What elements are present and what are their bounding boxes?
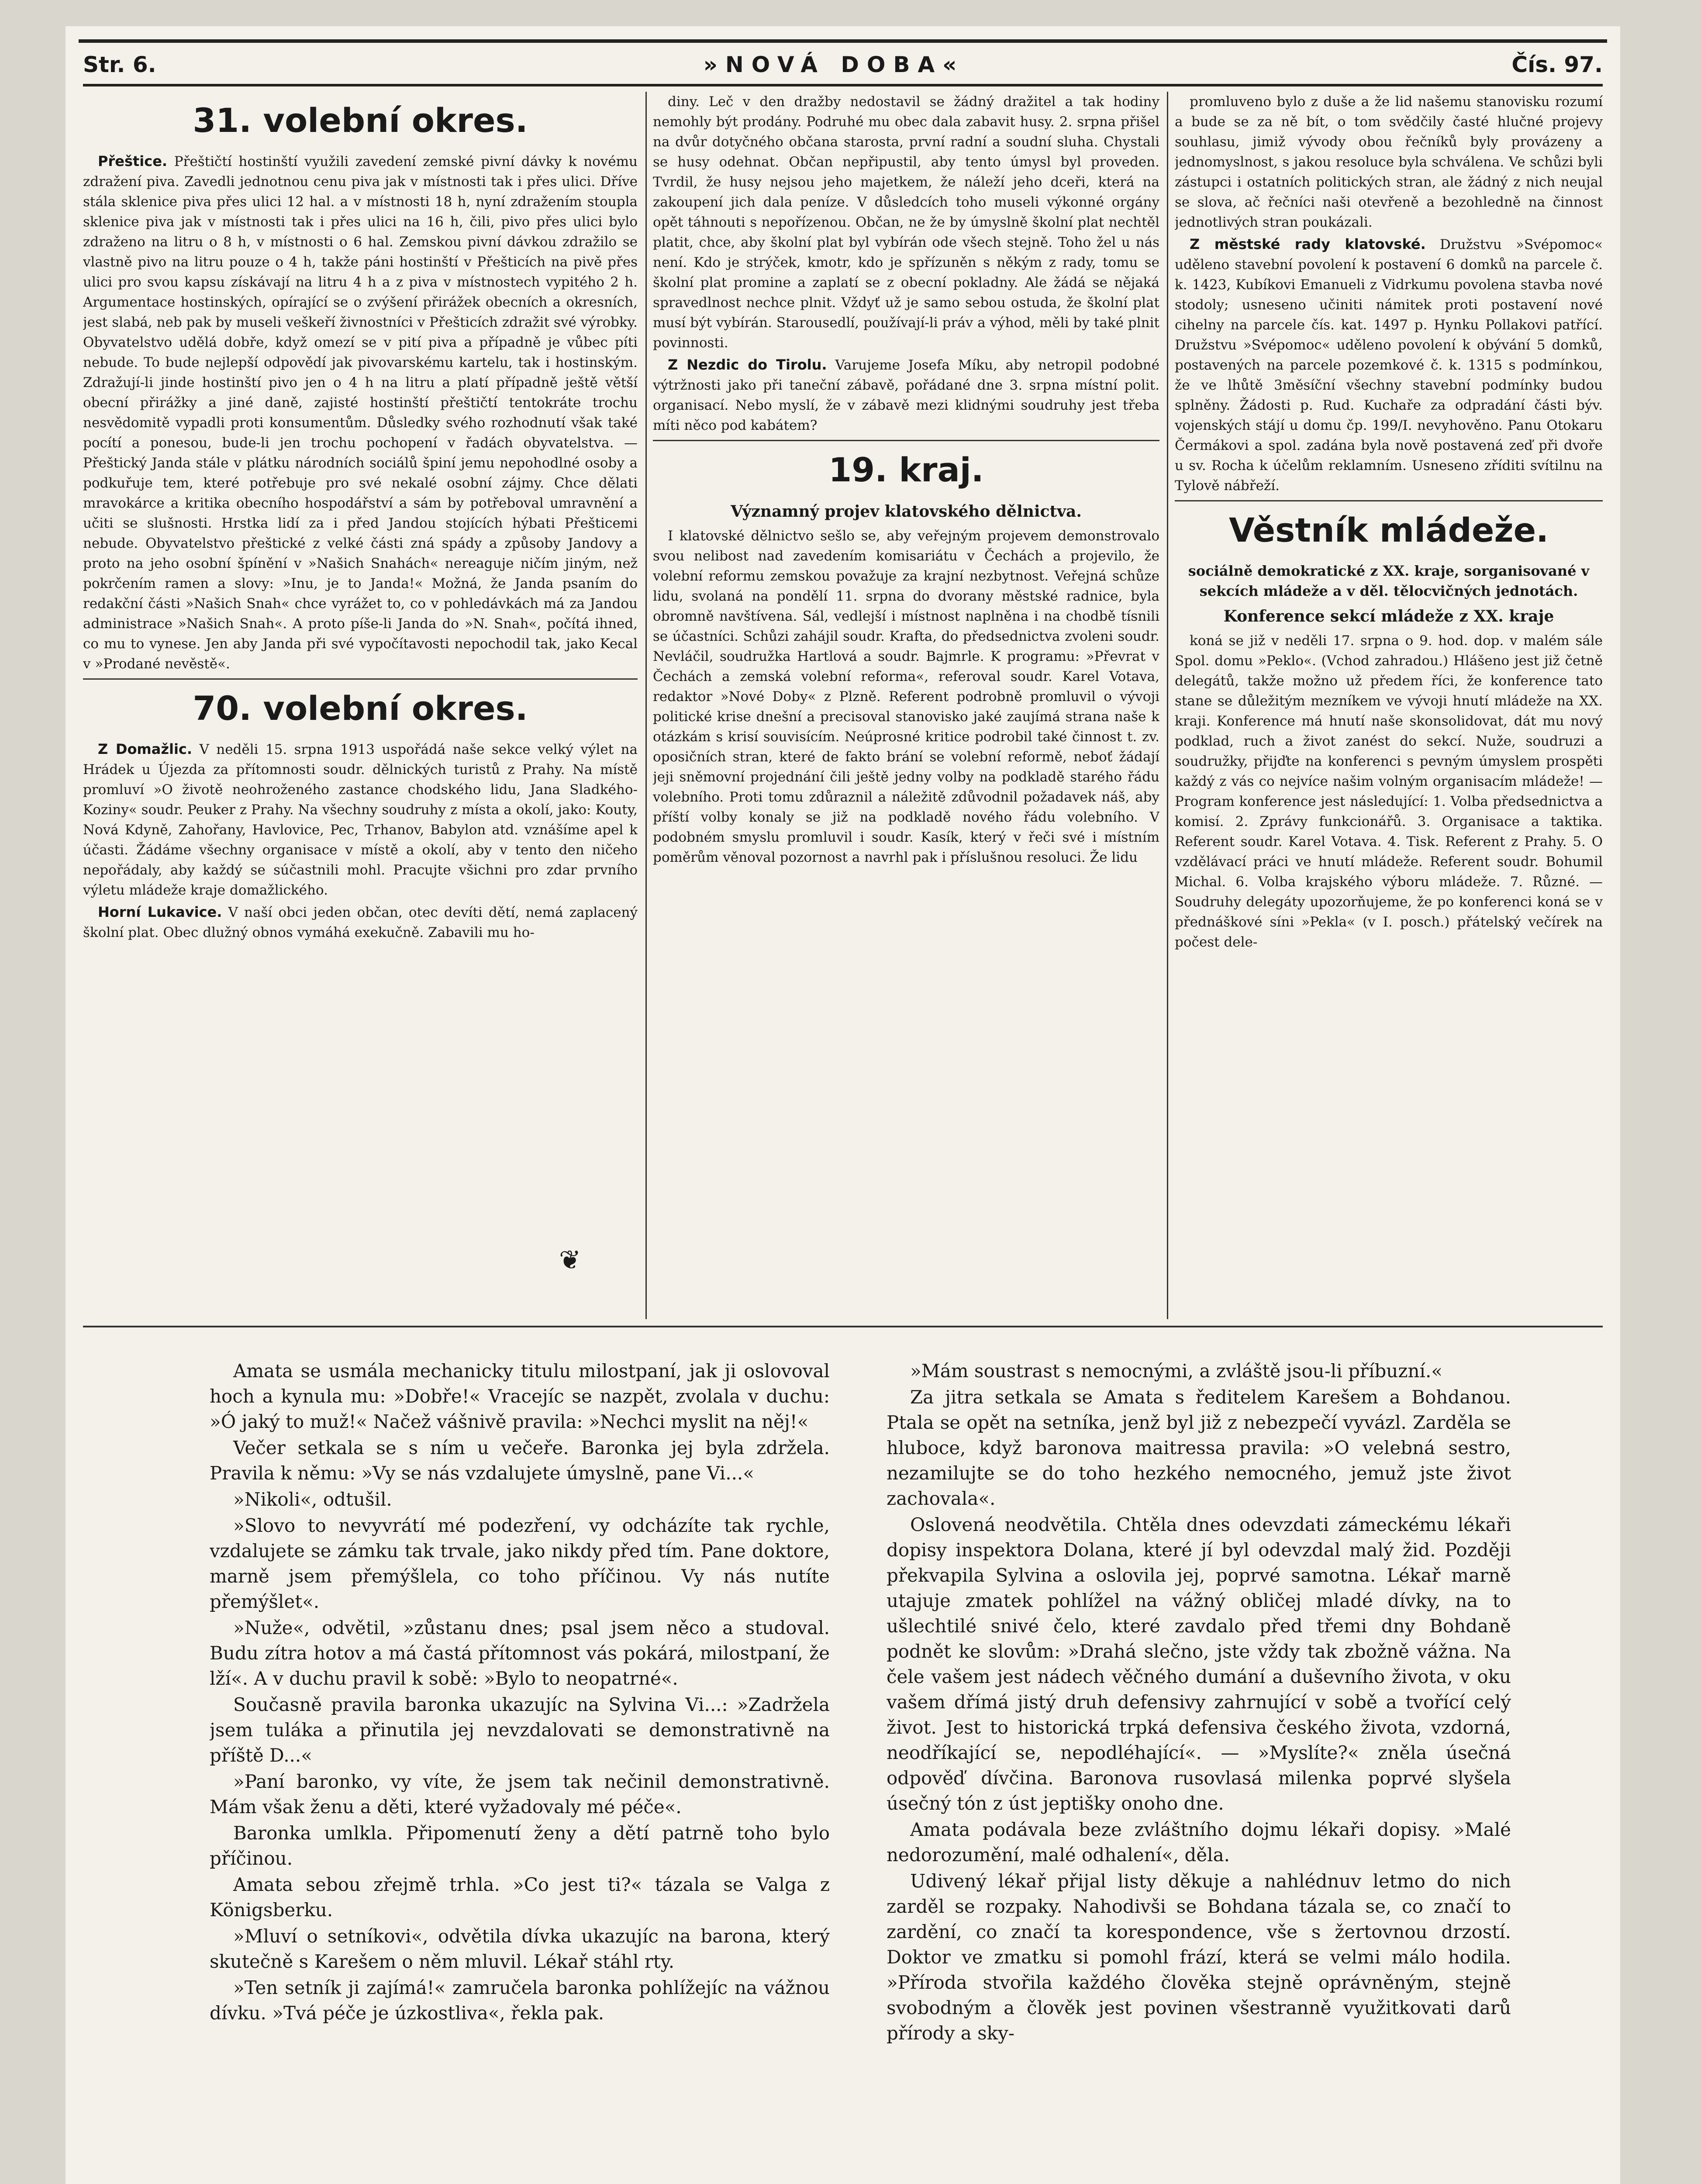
article-nezdice xyxy=(653,355,1159,435)
article-lead: Z Domažlic. xyxy=(98,741,193,757)
story-paragraph: Večer setkala se s ním u večeře. Baronka jej byla zdržela. Pravila k němu: »Vy se nás vzdalujete úmyslně, pane Vi...« xyxy=(210,1437,830,1484)
story-paragraph: Amata se usmála mechanicky titulu milostpaní, jak ji oslovoval hoch a kynula mu: »Dobře!« Vracejíc se nazpět, zvolala v duchu: »Ó jaký to muž!« Načež vášnivě pravila: »Nechci myslit na něj!« xyxy=(210,1360,830,1432)
page-header xyxy=(83,46,1603,83)
article-body: Přeštičtí hostinští využili zavedení zemské pivní dávky k novému zdražení piva. Zavedli jednotnou cenu piva jak v místnosti tak i přes ulici. Dříve stála sklenice piva přes ulici 12 hal. a v místnosti 18 h, nyní zdražením stoupla sklenice piva jak v místnosti tak i přes ulici na 16 h, čili, pivo přes ulici bylo zdraženo na litru o 8 h, v místnosti o 6 hal. Zemskou pivní dávkou zdražilo se vlastně pivo na litru pouze o 4 h, takže páni hostinští v Přešticích na pivě přes ulici pro svou kapsu získávají na litru 4 h a z piva v místnostech vypitého 2 h. Argumentace hostinských, opírající se o zvýšení přirážek obecních a okresních, jest slabá, neb pak by museli veškeří živnostníci v Přešticích zdražit své výrobky. Obyvatelstvo udělá dobře, když omezí se v pití piva a případně je vůbec píti nebude. To bude nejlepší odpovědí jak pivovarskému kartelu, tak i hostinským. Zdražují-li jinde hostinští pivo jen o 4 h na litru a platí případně ještě větší obecní přirážky a jiné daně, zajisté hostinští přeštičtí tentokráte trochu nesvědomitě vypadli proti konsumentům. Důsledky svého rozhodnutí však také pocítí a ponesou, bude-li jen trochu pochopení v řadách obyvatelstva. — Přeštický Janda stále v plátku národních sociálů špiní jemu nepohodlné osoby a podkuřuje tem, které potřebuje pro své nekalé osobní zájmy. Chce dělati mravokárce a kritika obecního hospodářství a sám by potřeboval umravnění a učiti se slušnosti. Hrstka lidí za i před Jandou stojících hýbati Přešticemi nebude. Obyvatelstvo přeštické z velké části zná spády a způsoby Jandovy a proto na jeho osobní špínění v »Našich Snahách« nereaguje ničím jiným, než pokrčením ramen a slovy: »Inu, je to Janda!« Možná, že Janda psaním do redakční části »Našich Snah« chce vyrážet to, co v pohledávkách má za Jandou administrace »Našich Snah«. A proto píše-li Janda do »N. Snah«, počítá ihned, co mu to vynese. Jen aby Janda při své vypočítavosti nepochodil tak, jako Kecal v »Prodané nevěstě«. xyxy=(83,154,638,672)
story-paragraph: »Mluví o setníkovi«, odvětila dívka ukazujíc na barona, který skutečně s Karešem o něm mluvil. Lékař stáhl rty. xyxy=(210,1925,830,1972)
story-paragraph: Za jitra setkala se Amata s ředitelem Karešem a Bohdanou. Ptala se opět na setníka, jenž byl již z nebezpečí vyvázl. Zarděla se hluboce, když baronova maitressa pravila: »O velebná sestro, nezamilujte se do toho hezkého nemocného, jemuž jste život zachovala«. xyxy=(887,1386,1511,1509)
column-rule xyxy=(1167,92,1168,1319)
story-paragraph: »Nikoli«, odtušil. xyxy=(233,1489,392,1510)
story-paragraph: »Ten setník ji zajímá!« zamručela baronka pohlížejíc na vážnou dívku. »Tvá péče je úzkostliva«, řekla pak. xyxy=(210,1977,830,2024)
masthead-title: »NOVÁ DOBA« xyxy=(703,52,965,77)
article-lead: Přeštice. xyxy=(98,153,168,169)
article-lead: Horní Lukavice. xyxy=(98,904,222,920)
story-paragraph: Amata sebou zřejmě trhla. »Co jest ti?« tázala se Valga z Königsberku. xyxy=(210,1874,830,1921)
article-body: V naší obci jeden občan, otec devíti dětí, nemá zaplacený školní plat. Obec dlužný obnos vymáhá exekučně. Zabavili mu ho- xyxy=(83,905,638,940)
article-headline: Významný projev klatovského dělnictva. xyxy=(731,502,1082,521)
article-klatovy-cont: promluveno bylo z duše a že lid našemu stanovisku rozumí a bude se za ně bít, o tom svědčily časté hlučné projevy souhlasu, jimiž vývody obou řečníků byly provázeny a jednomyslnost, s jakou resoluce byla schválena. Ve schůzi byli zástupci i ostatních politických stran, ale žádný z nich neujal se slova, ač řečníci naši otevřeně a bezohledně na činnost jednotlivých stran poukázali. xyxy=(1175,94,1603,230)
top-border xyxy=(79,39,1607,43)
story-paragraph: »Nuže«, odvětil, »zůstanu dnes; psal jsem něco a studoval. Budu zítra hotov a má častá přítomnost vás pokárá, milostpaní, že lží«. A v duchu pravil k sobě: »Bylo to neopatrné«. xyxy=(210,1617,830,1689)
section-title-19: 19. kraj. xyxy=(828,450,984,489)
newspaper-page xyxy=(66,26,1620,2184)
story-paragraph: »Slovo to nevyvrátí mé podezření, vy odcházíte tak rychle, vzdalujete se zámku tak trvale, jako nikdy před tím. Pane doktore, marně jsem přemýšlela, co toho příčinou. Vy nás nutíte přemýšlet«. xyxy=(210,1515,830,1612)
story-paragraph: Amata podávala beze zvláštního dojmu lékaři dopisy. »Malé nedorozumění, malé odhalení«, děla. xyxy=(887,1819,1511,1866)
article-lead: Z Nezdic do Tirolu. xyxy=(668,356,827,373)
section-title-31: 31. volební okres. xyxy=(193,101,528,140)
article-lead: Z městské rady klatovské. xyxy=(1190,236,1426,252)
section-subtitle: sociálně demokratické z XX. kraje, sorganisované v sekcích mládeže a v děl. tělocvičných jednotách. xyxy=(1188,563,1590,599)
story-paragraph: Udivený lékař přijal listy děkuje a nahlédnuv letmo do nich zarděl se rozpaky. Nahodivši se Bohdana tázala se, co značí to zardění, co značí ta korespondence, vše s žertovnou drzostí. Doktor ve zmatku si pomohl frází, která se velmi málo hodila. »Příroda stvořila každého člověka stejně oprávněným, stejně svobodným a člověk jest povinen všestranně využitkovati darů přírody a sky- xyxy=(887,1870,1511,2044)
section-rule xyxy=(653,440,1159,441)
story-left-column xyxy=(210,1358,830,2184)
article-lukavice-cont: diny. Leč v den dražby nedostavil se žádný dražitel a tak hodiny nemohly být prodány. Podruhé mu obec dala zabavit husy. 2. srpna přišel na dvůr dotyčného občana starosta, první radní a soudní sluha. Chystali se husy odehnat. Občan nepřipustil, aby tento úmysl byl proveden. Tvrdil, že husy nejsou jeho majetkem, že náleží jeho dceři, která na zakoupení jich dala peníze. V důsledcích toho museli výkonné orgány opět táhnouti s nepořízenou. Občan, ne že by úmyslně školní plat nechtěl platit, chce, aby školní plat byl vybírán ode všech stejně. Toho žel u nás není. Kdo je strýček, kmotr, kdo je spřízuněn s někým z rady, tomu se školní plat promine a zaplatí se z obecní pokladny. Ale žádá se nějaká spravedlnost nechce plnit. Vždyť už je samo sebou ostuda, že školní plat musí být vybírán. Starousedlí, používají-li práv a výhod, měli by také plnit povinnosti. xyxy=(653,94,1159,351)
article-domazlice xyxy=(83,739,638,900)
article-youth-conference: koná se již v neděli 17. srpna o 9. hod. dop. v malém sále Spol. domu »Peklo«. (Vchod zahradou.) Hlášeno jest již četně delegátů, takže možno už předem říci, že konference tato stane se důležitým mezníkem ve vývoji hnutí mládeže na XX. kraji. Konference má hnutí naše skonsolidovat, dát mu nový podklad, ruch a život zanést do sekcí. Nuže, soudruzi a soudružky, přijďte na konferenci s pevným úmyslem prospěti každý z vás co nejvíce našim volným organisacím mládeže! — Program konference jest následující: 1. Volba předsednictva a komisí. 2. Zprávy funkcionářů. 3. Organisace a taktika. Referent soudr. Karel Votava. 4. Tisk. Referent z Prahy. 5. O vzdělávací práci ve hnutí mládeže. Referent soudr. Bohumil Michal. 6. Volba krajského výboru mládeže. 7. Různé. — Soudruhy delegáty upozorňujeme, že po konferenci koná se v přednáškové síni »Pekla« (v I. posch.) přátelský večírek na počest dele- xyxy=(1175,633,1603,950)
header-page-left: Str. 6. xyxy=(83,52,156,77)
column-rule xyxy=(645,92,647,1319)
article-prestice xyxy=(83,151,638,674)
story-right-column xyxy=(887,1358,1511,2184)
section-title-youth: Věstník mládeže. xyxy=(1228,511,1549,549)
header-rule xyxy=(83,84,1603,86)
column-3 xyxy=(1175,92,1603,1319)
story-paragraph: Baronka umlkla. Připomenutí ženy a dětí patrně toho bylo příčinou. xyxy=(210,1822,830,1869)
article-headline: Konference sekcí mládeže z XX. kraje xyxy=(1223,607,1554,625)
header-page-right: Čís. 97. xyxy=(1511,52,1603,77)
article-lukavice xyxy=(83,902,638,943)
article-city-council xyxy=(1175,234,1603,496)
ornament-mark: ❦ xyxy=(559,1245,581,1275)
article-body: Družstvu »Svépomoc« uděleno stavební povolení k postavení 6 domků na parcele č. k. 1423, Kubíkovi Emanueli z Vidrkumu povolena stavba nové stodoly; usneseno učiniti námitek proti postavení nové cihelny na parcele čís. kat. 1497 p. Hynku Pollakovi patřící. Družstvu »Svépomoc« uděleno povolení k obývání 5 domků, postavených na parcele pozemkové č. k. 1315 s podmínkou, že ve lhůtě 3měsíční všechny stavební podmínky budou splněny. Žádosti p. Rud. Kuchaře za odpradání části býv. vojenských stájí u domu čp. 199/I. nevyhověno. Panu Otokaru Čermákovi a spol. zadána byla nově postavená zeď při dvoře u sv. Rocha k účelům reklamním. Usneseno zříditi svítilnu na Tylově nábřeží. xyxy=(1175,237,1603,494)
article-klatovy: I klatovské dělnictvo sešlo se, aby veřejným projevem demonstrovalo svou nelibost nad zavedením komisariátu v Čechách a projevilo, že volební reformu zemskou považuje za krajní nezbytnost. Veřejná schůze lidu, svolaná na pondělí 11. srpna do dvorany městské radnice, byla obromně navštívena. Sál, vedlejší i místnost naplněna i na chodbě tísnili se účastníci. Schůzi zahájil soudr. Krafta, do předsednictva zvoleni soudr. Nevláčil, soudružka Hartlová a soudr. Bajmrle. K programu: »Převrat v Čechách a zemská volební reforma«, referoval soudr. Karel Votava, redaktor »Nové Doby« z Plzně. Referent podrobně promluvil o vývoji politické krise dnešní a precisoval stanovisko jaké zaujímá strana naše k otázkám s krisí souvisícím. Neúprosné kritice podrobil také činnost t. zv. oposičních stran, které de fakto brání se volební reformě, neboť žádají jeji sněmovní projednání čili ještě jedny volby na podkladě starého řádu volebního. Proti tomu zdůraznil a náležitě zdůvodnil požadavek náš, aby příští volby konaly se již na podkladě nového řádu volebního. V podobném smyslu promluvil i soudr. Kasík, který v řeči své i místním poměrům věnoval pozornost a navrhl pak i příslušnou resoluci. Že lidu xyxy=(653,528,1159,865)
story-paragraph: Oslovená neodvětila. Chtěla dnes odevzdati zámeckému lékaři dopisy inspektora Dolana, které jí byl odevzdal malý žid. Později překvapila Sylvina a oslovila jej, poprvé samotna. Lékař marně utajuje zmatek pohlížel na vážný obličej mladé dívky, na to ušlechtilé snivé čelo, které zavdalo před třemi dny Bohdaně podnět ke slovům: »Drahá slečno, jste vždy tak zbožně vážna. Na čele vašem jest nádech věčného dumání a duševního života, v oku vašem dřímá jistý druh defensivy zahrnující v sobě a tvořící celý život. Jest to historická trpká defensiva českého života, vzdorná, neodříkající se, nepodléhající«. — »Myslíte?« zněla úsečná odpověď dívčina. Baronova rusovlasá milenka poprvé slyšela úsečný tón z úst jeptišky onoho dne. xyxy=(887,1514,1511,1814)
story-paragraph: »Paní baronko, vy víte, že jsem tak nečinil demonstrativně. Mám však ženu a děti, které vyžadovaly mé péče«. xyxy=(210,1771,830,1818)
column-2 xyxy=(653,92,1159,1319)
story-paragraph: Současně pravila baronka ukazujíc na Sylvina Vi...: »Zadržela jsem tuláka a přinutila jej nevzdalovati se demonstrativně na příště D...« xyxy=(210,1694,830,1766)
section-title-70: 70. volební okres. xyxy=(193,689,528,728)
feuilleton-divider xyxy=(83,1326,1603,1327)
article-body: V neděli 15. srpna 1913 uspořádá naše sekce velký výlet na Hrádek u Újezda za přítomnosti soudr. dělnických turistů z Prahy. Na místě promluví »O životě neohroženého zastance chodského lidu, Jana Sladkého-Koziny« soudr. Peuker z Prahy. Na všechny soudruhy z místa a okolí, jako: Kouty, Nová Kdyně, Zahořany, Havlovice, Pec, Trhanov, Babylon atd. vznášíme apel k účasti. Žádáme všechny organisace v místě a okolí, aby v tento den ničeho nepořádaly, aby každý se súčastnili mohl. Pracujte všichni pro zdar prvního výletu mládeže kraje domažlického. xyxy=(83,742,638,898)
section-rule xyxy=(83,678,638,680)
section-rule xyxy=(1175,500,1603,501)
article-body: Varujeme Josefa Míku, aby netropil podobné výtržnosti jako při taneční zábavě, pořádané dne 3. srpna místní polit. organisací. Nebo myslí, že v zábavě mezi klidnými soudruhy jest třeba míti něco pod kabátem? xyxy=(653,357,1159,433)
story-paragraph: »Mám soustrast s nemocnými, a zvláště jsou-li příbuzní.« xyxy=(910,1360,1442,1382)
column-1 xyxy=(83,92,638,1319)
